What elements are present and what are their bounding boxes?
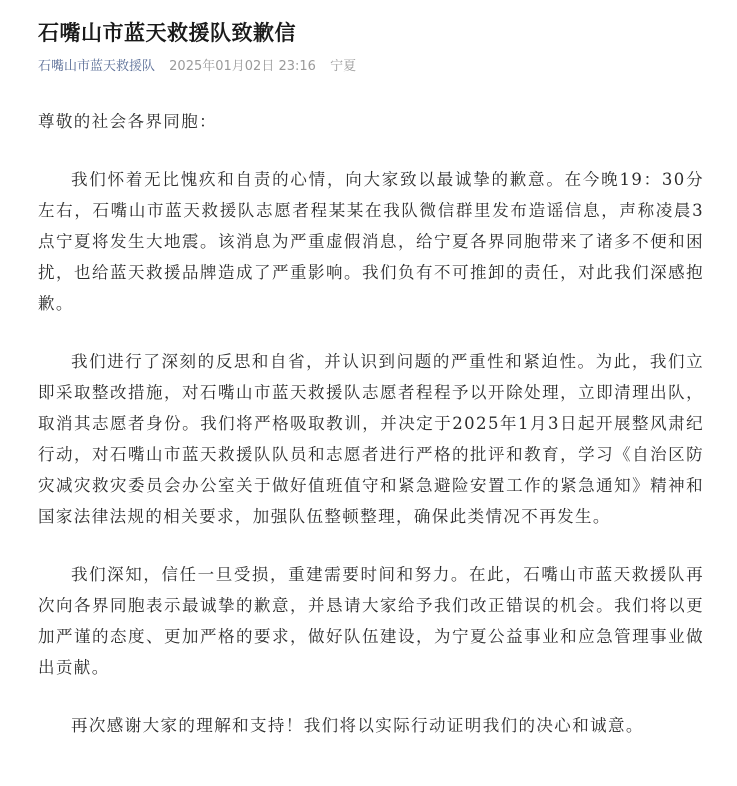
publish-location: 宁夏 [330, 59, 357, 74]
body-paragraph-2: 我们进行了深刻的反思和自省，并认识到问题的严重性和紧迫性。为此，我们立即采取整改措施，对石嘴山市蓝天救援队志愿者程程予以开除处理，立即清理出队，取消其志愿者身份。我们将严格吸取教训，并决定于2025年1月3日起开展整风肃纪行动，对石嘴山市蓝天救援队队员和志愿者进行严格的批评和教育，学习《自治区防灾减灾救灾委员会办公室关于做好值班值守和紧急避险安置工作的紧急通知》精神和国家法律法规的相关要求，加强队伍整顿整理，确保此类情况不再发生。 [38, 352, 704, 526]
body-paragraph-1: 我们怀着无比愧疚和自责的心情，向大家致以最诚挚的歉意。在今晚19：30分左右，石嘴山市蓝天救援队志愿者程某某在我队微信群里发布造谣信息，声称凌晨3点宁夏将发生大地震。该消息为严重虚假消息，给宁夏各界同胞带来了诸多不便和困扰，也给蓝天救援品牌造成了严重影响。我们负有不可推卸的责任，对此我们深感抱歉。 [38, 170, 704, 313]
article-body [38, 106, 704, 741]
account-name-link[interactable]: 石嘴山市蓝天救援队 [38, 59, 156, 74]
publish-datetime: 2025年01月02日 23:16 [169, 59, 316, 74]
article-title: 石嘴山市蓝天救援队致歉信 [38, 21, 296, 45]
greeting-paragraph: 尊敬的社会各界同胞： [38, 112, 217, 131]
body-paragraph-3: 我们深知，信任一旦受损，重建需要时间和努力。在此，石嘴山市蓝天救援队再次向各界同胞表示最诚挚的歉意，并恳请大家给予我们改正错误的机会。我们将以更加严谨的态度、更加严格的要求，做好队伍建设，为宁夏公益事业和应急管理事业做出贡献。 [38, 565, 704, 677]
body-paragraph-4: 再次感谢大家的理解和支持！我们将以实际行动证明我们的决心和诚意。 [71, 716, 644, 735]
article-meta [38, 58, 737, 76]
